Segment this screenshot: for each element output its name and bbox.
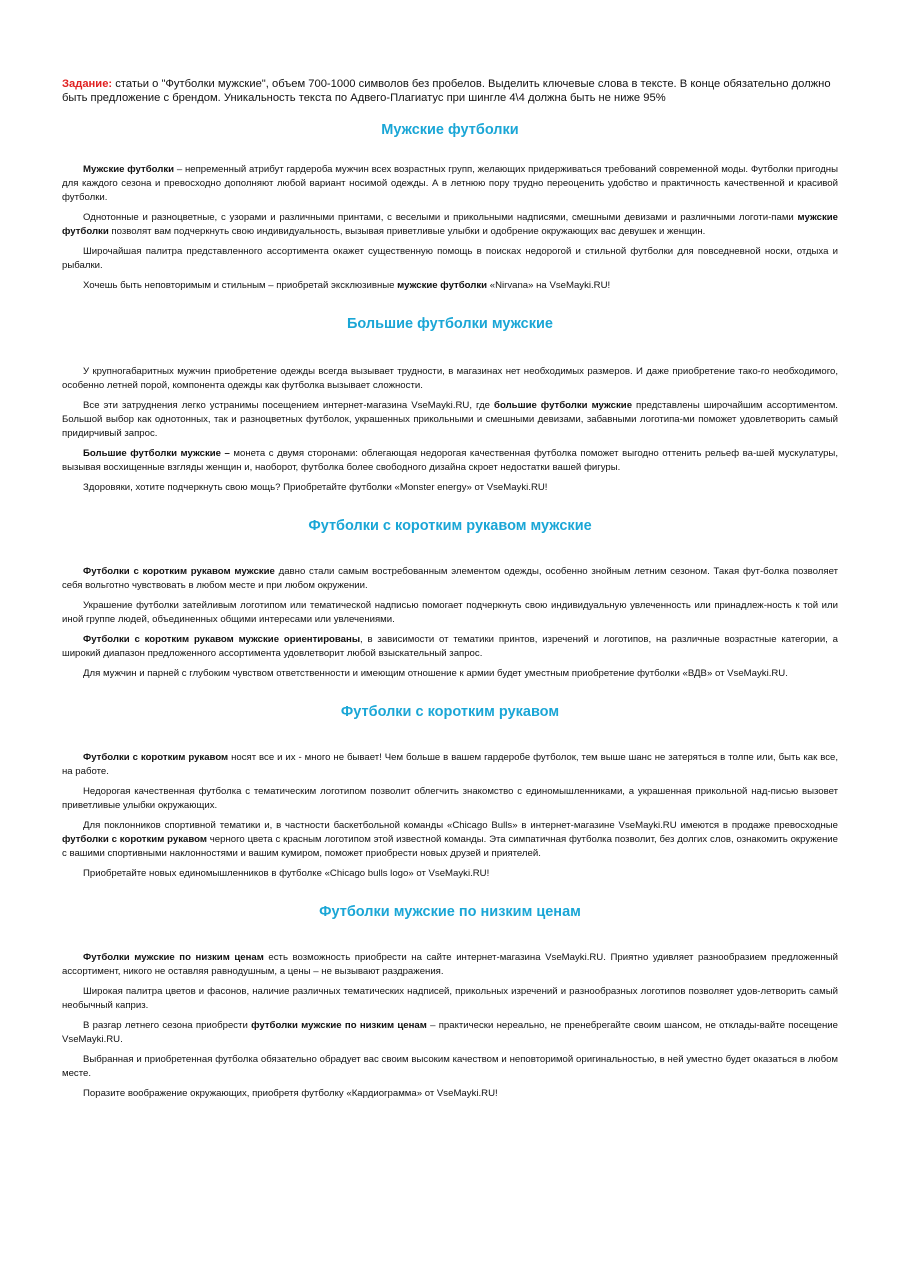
keyword-text: футболки с коротким рукавом (62, 834, 207, 845)
paragraph-text: черного цвета с красным логотипом этой известной команды. Эта симпатичная футболка позволит, без долгих слов, ознакомить окружение с вашими спортивными наклонностями и вашим кумиром, поможет приобрести новых друзей и приятелей. (62, 834, 839, 859)
section-korotkiy-rukav (62, 703, 838, 881)
section-nizkie-tseny (62, 903, 838, 1101)
paragraph (62, 1087, 838, 1101)
paragraph (62, 633, 838, 661)
paragraph (62, 1053, 838, 1081)
paragraph-text: Для поклонников спортивной тематики и, в частности баскетбольной команды «Chicago Bulls» в интернет-магазине VseMayki.RU имеются в продаже превосходные (83, 820, 838, 831)
paragraph (62, 279, 838, 293)
paragraph-text: давно стали самым востребованным элементом одежды, особенно знойным летним сезоном. Такая фут-болка позволяет себя вольготно чувствовать в любом месте и при любом окружении. (62, 566, 839, 591)
paragraph-text: позволят вам подчеркнуть свою индивидуальность, вызывая приветливые улыбки и одобрение окружающих вас девушек и женщин. (108, 226, 706, 237)
task-text: статьи о "Футболки мужские", объем 700-1000 символов без пробелов. Выделить ключевые слова в тексте. В конце обязательно должно быть предложение с брендом. Уникальность текста по Адвего-Плагиатус при шингле 4\4 должна быть не ниже 95% (62, 78, 831, 104)
paragraph-text: Здоровяки, хотите подчеркнуть свою мощь? Приобретайте футболки «Monster energy» от VseMayki.RU! (83, 482, 548, 493)
paragraph-text: Выбранная и приобретенная футболка обязательно обрадует вас своим высоким качеством и неповторимой оригинальностью, в ней уместно будет оказаться в любом месте. (62, 1054, 838, 1079)
paragraph (62, 245, 838, 273)
section-title: Мужские футболки (381, 122, 519, 138)
paragraph-text: Приобретайте новых единомышленников в футболке «Chicago bulls logo» от VseMayki.RU! (83, 868, 490, 879)
paragraph (62, 399, 838, 441)
section-title: Футболки мужские по низким ценам (319, 904, 581, 920)
keyword-text: Футболки с коротким рукавом мужские (83, 566, 275, 577)
paragraph-text: представлены широчайшим ассортиментом. Большой выбор как однотонных, так и разноцветных футболок, украшенных прикольными и смешными девизами, забавными логотипа-ми поможет удовлетворить самый придирчивый запрос. (62, 400, 838, 439)
paragraph (62, 163, 838, 205)
paragraph-text: , в зависимости от тематики принтов, изречений и логотипов, на различные возрастные категории, а широкий диапазон предложенного ассортимента удовлетворит любой взыскательный запрос. (62, 634, 838, 659)
section-korotkiy-rukav-muzhskie (62, 517, 838, 681)
section-bolshie-futbolki (62, 315, 838, 495)
paragraph-text: Украшение футболки затейливым логотипом или тематической надписью помогает подчеркнуть свою индивидуальную увлеченность или принадлеж-ность к той или иной группе людей, объединенных общими интересами или увлечениями. (62, 600, 838, 625)
paragraph (62, 447, 838, 475)
keyword-text: мужские футболки (397, 280, 488, 291)
paragraph-text: У крупногабаритных мужчин приобретение одежды всегда вызывает трудности, в магазинах нет необходимых размеров. И даже приобретение тако-го необходимого, особенно летней порой, компонента одежды как футболка вызывает сложности. (62, 366, 838, 391)
paragraph-text: Широчайшая палитра представленного ассортимента окажет существенную помощь в поисках недорогой и стильной футболки для повседневной носки, отдыха и рыбалки. (62, 246, 838, 271)
paragraph (62, 599, 838, 627)
task-label: Задание: (62, 78, 113, 90)
paragraph (62, 951, 838, 979)
paragraph-text: Все эти затруднения легко устранимы посещением интернет-магазина VseMayki.RU, где (83, 400, 495, 411)
paragraph-text: Хочешь быть неповторимым и стильным – приобретай эксклюзивные (83, 280, 398, 291)
task-description (62, 77, 838, 105)
paragraph-text: Широкая палитра цветов и фасонов, наличие различных тематических надписей, прикольных изречений и разнообразных логотипов позволяет удов-летворить самый необычный каприз. (62, 986, 838, 1011)
paragraph (62, 819, 838, 861)
document-page (62, 77, 838, 1123)
paragraph (62, 365, 838, 393)
keyword-text: Большие футболки мужские – (83, 448, 230, 459)
paragraph (62, 481, 838, 495)
paragraph-text: «Nirvana» на VseMayki.RU! (487, 280, 611, 291)
keyword-text: футболки мужские по низким ценам (251, 1020, 427, 1031)
paragraph (62, 751, 838, 779)
keyword-text: Футболки с коротким рукавом (83, 752, 229, 763)
keyword-text: Мужские футболки (83, 164, 175, 175)
paragraph-text: Недорогая качественная футболка с тематическим логотипом позволит облегчить знакомство с единомышленниками, а украшенная прикольной над-писью вызовет приветливые улыбки окружающих. (62, 786, 838, 811)
section-title: Футболки с коротким рукавом (340, 704, 560, 720)
paragraph-text: Однотонные и разноцветные, с узорами и различными принтами, с веселыми и прикольными надписями, смешными девизами и различными логоти-пами (83, 212, 798, 223)
paragraph (62, 565, 838, 593)
keyword-text: большие футболки мужские (494, 400, 633, 411)
paragraph-text: монета с двумя сторонами: облегающая недорогая качественная футболка поможет выгодно оттенить рельеф ва-шей мускулатуры, вызывая восхищенные взгляды женщин и, наоборот, футболка более свободного дизайна скроет недостатки вашей фигуры. (62, 448, 838, 473)
paragraph-text: В разгар летнего сезона приобрести (83, 1020, 252, 1031)
section-title: Большие футболки мужские (346, 316, 553, 332)
paragraph-text: Поразите воображение окружающих, приобретя футболку «Кардиограмма» от VseMayki.RU! (83, 1088, 498, 1099)
paragraph-text: Для мужчин и парней с глубоким чувством ответственности и имеющим отношение к армии будет уместным приобретение футболки «ВДВ» от VseMayki.RU. (83, 668, 788, 679)
keyword-text: Футболки с коротким рукавом мужские ориентированы (83, 634, 361, 645)
paragraph (62, 985, 838, 1013)
paragraph-text: – практически нереально, не пренебрегайте своим шансом, не отклады-вайте посещение VseMayki.RU. (62, 1020, 838, 1045)
section-muzhskie-futbolki (62, 121, 838, 293)
paragraph (62, 785, 838, 813)
section-title: Футболки с коротким рукавом мужские (308, 518, 592, 534)
paragraph (62, 1019, 838, 1047)
paragraph-text: есть возможность приобрести на сайте интернет-магазина VseMayki.RU. Приятно удивляет разнообразием предложенный ассортимент, никого не оставляя равнодушным, а цены – не вызывают раздражения. (62, 952, 839, 977)
paragraph-text: – непременный атрибут гардероба мужчин всех возрастных групп, желающих придерживаться требований современной моды. Футболки пригодны для каждого сезона и превосходно дополняют любой вариант носимой одежды. А в летнюю пору трудно переоценить удобство и практичность качественной и красивой футболки. (62, 164, 838, 203)
keyword-text: Футболки мужские по низким ценам (83, 952, 264, 963)
keyword-text: мужские футболки (62, 212, 838, 237)
paragraph (62, 667, 838, 681)
paragraph-text: носят все и их - много не бывает! Чем больше в вашем гардеробе футболок, тем выше шанс не затеряться в толпе или, быть как все, на работе. (62, 752, 838, 777)
paragraph (62, 867, 838, 881)
paragraph (62, 211, 838, 239)
